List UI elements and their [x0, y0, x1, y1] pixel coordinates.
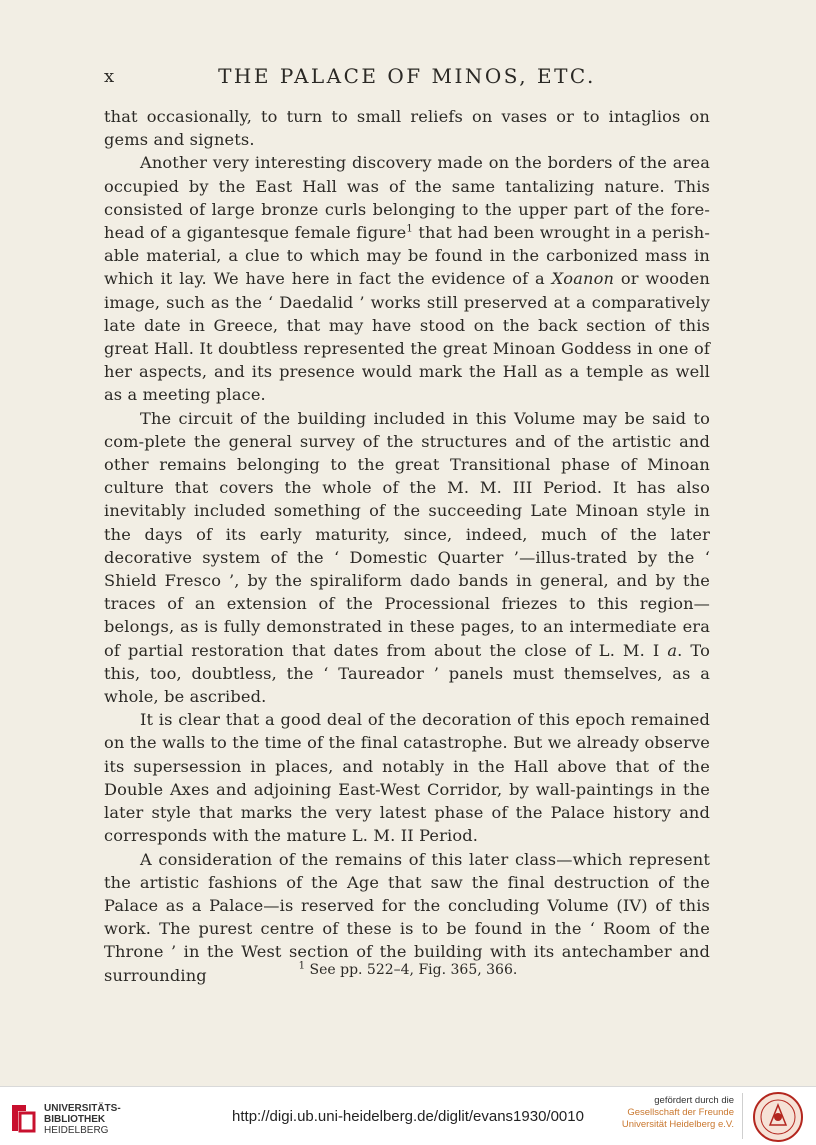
footnote-text: See pp. 522–4, Fig. 365, 366.	[305, 962, 518, 978]
paragraph-4: It is clear that a good deal of the decoration of this epoch remained on the walls to the time of the final catastrophe. But we already observe its supersession in places, and notably in the Hall above that of the Double Axes and adjoining East-West Corridor, by wall-paintings in the later style that marks the very latest phase of the Palace history and corresponds with the mature L. M. II Period.	[104, 710, 710, 846]
library-name-line-2: BIBLIOTHEK	[44, 1114, 106, 1125]
viewer-footer	[0, 1086, 816, 1145]
italic-term: Xoanon	[551, 269, 615, 289]
paragraph-5: A consideration of the remains of this later class—which represent the artistic fashions of the Age that saw the final destruction of the Palace as a Palace—is reserved for the concluding Volume (IV) of this work. The purest centre of these is to be found in the ‘ Room of the Throne ’ in the West section of the building with its antechamber and surrounding	[104, 849, 710, 985]
sponsor-line-3: Universität Heidelberg e.V.	[621, 1119, 734, 1130]
running-title: THE PALACE OF MINOS, ETC.	[218, 64, 596, 88]
footnote-marker: 1	[298, 960, 306, 972]
university-seal-icon[interactable]	[752, 1091, 804, 1143]
paragraph-2	[104, 151, 710, 406]
paragraph-3-text-a: The circuit of the building included in this Volume may be said to com-plete the general survey of the structures and of the artistic and other remains belonging to the great Transitional phase of Minoan culture that covers the whole of the M. M. III Period. It has also inevitably included something of the succeeding Late Minoan style in the days of its early maturity, since, indeed, much of the later decorative system of the ‘ Domestic Quarter ’—illus-trated by the ‘ Shield Fresco ’, by the spiraliform dado bands in general, and by the traces of an extension of the Processional friezes to this region—belongs, as is fully demonstrated in these pages, to an intermediate era of partial restoration that dates from about the close of L. M. I	[104, 408, 710, 660]
running-header	[104, 64, 710, 92]
page-number: x	[104, 66, 116, 87]
paragraph-2-text-c: or wooden image, such as the ‘ Daedalid ’ works still preserved at a comparatively late date in Greece, that may have stood on the back section of this great Hall. It doubtless represented the great Minoan Goddess in one of her aspects, and its presence would mark the Hall as a temple as well as a meeting place.	[104, 269, 710, 405]
paragraph-1: that occasionally, to turn to small reliefs on vases or to intaglios on gems and signets.	[104, 107, 710, 150]
footnote	[0, 962, 816, 978]
sponsor-line-2: Gesellschaft der Freunde	[627, 1107, 734, 1118]
paragraph-2-text-b: that had been wrought in a perish-able material, a clue to which may be found in the carbonized mass in which it lay. We have here in fact the evidence of a	[104, 223, 710, 289]
sponsor-text	[622, 1095, 734, 1131]
italic-letter: a	[667, 640, 678, 660]
footnote-ref: 1	[406, 223, 413, 235]
footer-divider	[742, 1093, 743, 1139]
body-text	[104, 105, 710, 987]
library-name-line-3: HEIDELBERG	[44, 1125, 109, 1136]
permalink-url[interactable]: http://digi.ub.uni-heidelberg.de/diglit/evans1930/0010	[232, 1108, 584, 1125]
paragraph-3	[104, 407, 710, 709]
paragraph-2-text-a: Another very interesting discovery made on the borders of the area occupied by the East Hall was of the same tantalizing nature. This consisted of large bronze curls belonging to the upper part of the fore-head of a gigantesque female figure	[104, 153, 710, 243]
paragraph-3-text-b: . To this, too, doubtless, the ‘ Taureador ’ panels must themselves, as a whole, be ascribed.	[104, 640, 710, 707]
library-name-line-1: UNIVERSITÄTS-	[44, 1103, 121, 1114]
sponsor-line-1: gefördert durch die	[654, 1095, 734, 1106]
